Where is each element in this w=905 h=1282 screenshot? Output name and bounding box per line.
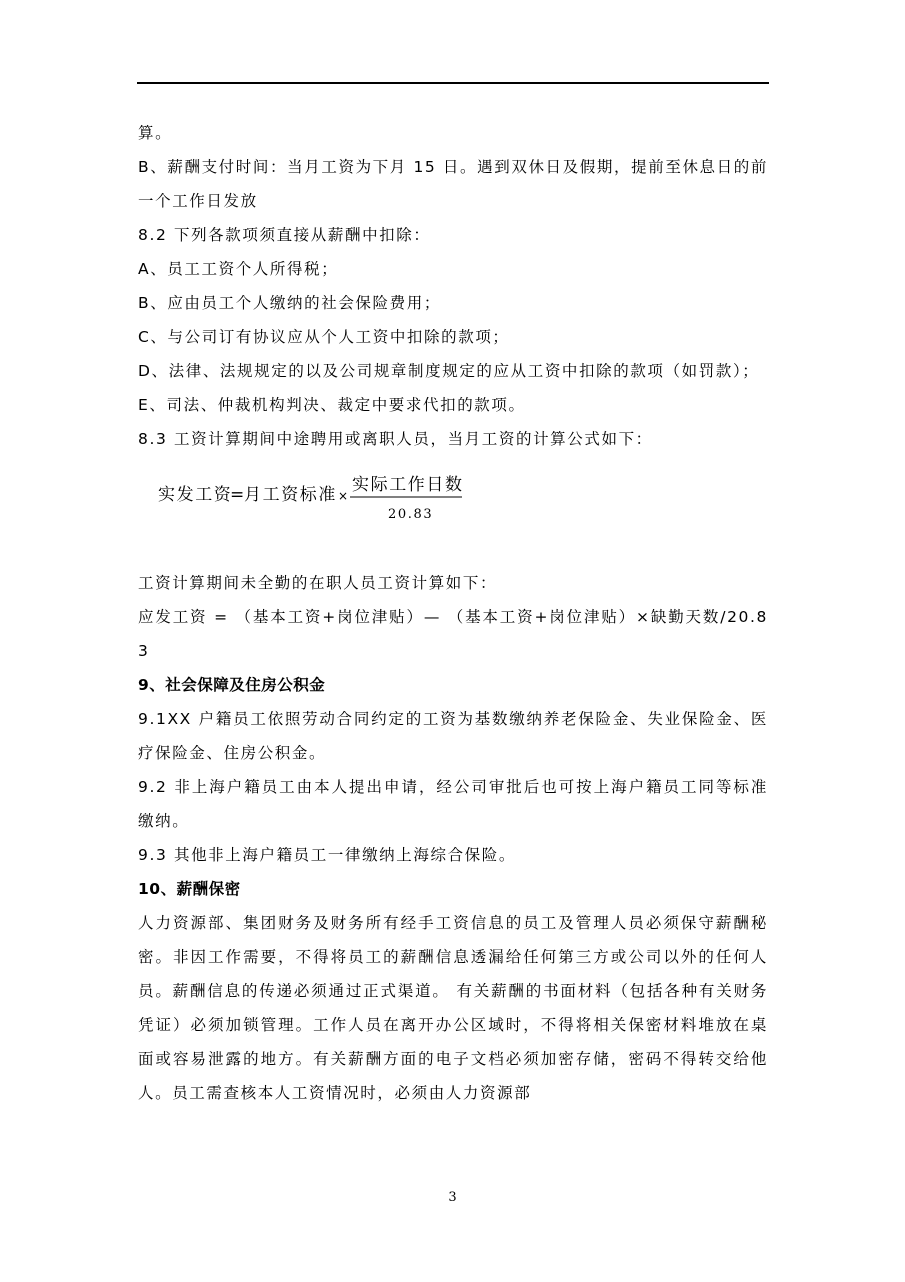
paragraph: 人力资源部、集团财务及财务所有经手工资信息的员工及管理人员必须保守薪酬秘密。非因工作需要，不得将员工的薪酬信息透漏给任何第三方或公司以外的任何人员。薪酬信息的传递必须通过正式渠道。 有关薪酬的书面材料（包括各种有关财务凭证）必须加锁管理。工作人员在离开办公区域时，不得将相关保密材料堆放在桌面或容易泄露的地方。有关薪酬方面的电子文档必须加密存储，密码不得转交给他人。员工需查核本人工资情况时，必须由人力资源部 <box>138 914 768 1102</box>
formula-graphic <box>156 466 496 536</box>
paragraph: E、司法、仲裁机构判决、裁定中要求代扣的款项。 <box>138 396 526 414</box>
formula-term: 月工资标准 <box>244 485 337 505</box>
document-body <box>138 116 768 1110</box>
formula-equals: = <box>230 485 246 505</box>
formula-denominator: 20.83 <box>388 507 434 522</box>
formula-lhs: 实发工资 <box>158 485 233 505</box>
section-heading-10: 10、薪酬保密 <box>138 880 241 898</box>
paragraph: B、应由员工个人缴纳的社会保险费用； <box>138 294 441 312</box>
paragraph: B、薪酬支付时间：当月工资为下月 15 日。遇到双休日及假期，提前至休息日的前一个工作日发放 <box>138 158 768 210</box>
paragraph: 9.1XX 户籍员工依照劳动合同约定的工资为基数缴纳养老保险金、失业保险金、医疗保险金、住房公积金。 <box>138 710 768 762</box>
paragraph: 算。 <box>138 124 173 142</box>
paragraph: C、与公司订有协议应从个人工资中扣除的款项； <box>138 328 510 346</box>
section-heading-9: 9、社会保障及住房公积金 <box>138 676 326 694</box>
paragraph: 8.2 下列各款项须直接从薪酬中扣除： <box>138 226 431 244</box>
header-rule <box>137 82 769 84</box>
formula-times: × <box>338 489 350 503</box>
paragraph: D、法律、法规规定的以及公司规章制度规定的应从工资中扣除的款项（如罚款）； <box>138 362 760 380</box>
paragraph: 9.2 非上海户籍员工由本人提出申请，经公司审批后也可按上海户籍员工同等标准缴纳。 <box>138 778 768 830</box>
formula-numerator: 实际工作日数 <box>352 475 464 495</box>
salary-formula <box>138 462 768 534</box>
paragraph: 9.3 其他非上海户籍员工一律缴纳上海综合保险。 <box>138 846 516 864</box>
paragraph: A、员工工资个人所得税； <box>138 260 339 278</box>
paragraph: 8.3 工资计算期间中途聘用或离职人员，当月工资的计算公式如下： <box>138 430 653 448</box>
page-number: 3 <box>448 1190 457 1205</box>
paragraph: 应发工资 = （基本工资+岗位津贴）— （基本工资+岗位津贴）×缺勤天数/20.83 <box>138 608 768 660</box>
paragraph: 工资计算期间未全勤的在职人员工资计算如下： <box>138 574 498 592</box>
